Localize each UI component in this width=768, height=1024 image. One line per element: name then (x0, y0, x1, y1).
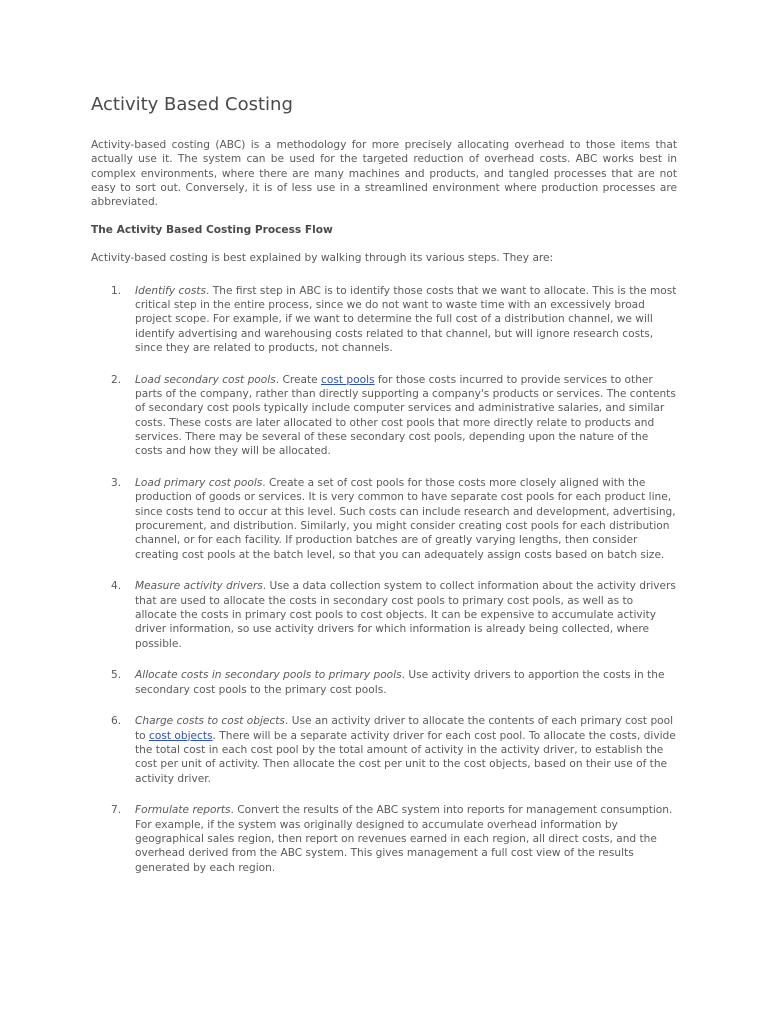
steps-list (91, 284, 677, 875)
step-number: 5. (111, 669, 122, 682)
step-term: Charge costs to cost objects (135, 715, 285, 728)
step-term: Load secondary cost pools (135, 373, 276, 386)
step-item-3 (91, 476, 677, 562)
lead-paragraph: Activity-based costing is best explained by walking through its various steps. They are: (91, 252, 554, 265)
step-number: 7. (111, 804, 122, 817)
step-number: 6. (111, 715, 122, 728)
step-item-7 (91, 803, 677, 874)
document-page (91, 94, 677, 892)
step-number: 3. (111, 477, 122, 490)
page-title: Activity Based Costing (91, 94, 293, 115)
step-item-1 (91, 284, 677, 355)
step-text-before-link: . Use an activity driver to allocate the contents of each primary cost pool to (135, 715, 674, 742)
step-item-6 (91, 714, 677, 785)
cost-objects-link[interactable]: cost objects (149, 729, 213, 742)
step-number: 4. (111, 580, 122, 593)
step-number: 2. (111, 373, 122, 386)
step-item-2 (91, 373, 677, 459)
step-text: . Use activity drivers to apportion the costs in the secondary cost pools to the primary cost pools. (135, 669, 665, 696)
step-text: . Create a set of cost pools for those costs more closely aligned with the production of goods or services. It is very common to have separate cost pools for each product line, since costs tend to occur at this level. Such costs can include research and development, advertising, procurement, and distribution. Similarly, you might consider creating cost pools for each distribution channel, or for each facility. If production batches are of greatly varying lengths, then consider creating cost pools at the batch level, so that you can adequately assign costs based on batch size. (135, 477, 676, 561)
step-text: . Use a data collection system to collect information about the activity drivers that are used to allocate the costs in secondary cost pools to primary cost pools, as well as to allocate the costs in primary cost pools to cost objects. It can be expensive to accumulate activity driver information, so use activity drivers for which information is already being collected, where possible. (135, 580, 676, 650)
step-term: Measure activity drivers (135, 580, 263, 593)
step-text: . Convert the results of the ABC system into reports for management consumption. For example, if the system was originally designed to accumulate overhead information by geographical sales region, then report on revenues earned in each region, all direct costs, and the overhead derived from the ABC system. This gives management a full cost view of the results generated by each region. (135, 804, 673, 874)
step-item-4 (91, 579, 677, 650)
step-item-5 (91, 668, 677, 697)
step-term: Load primary cost pools (135, 477, 263, 490)
step-text-after-link: . There will be a separate activity driver for each cost pool. To allocate the costs, divide the total cost in each cost pool by the total amount of activity in the activity driver, to establish the cost per unit of activity. Then allocate the cost per unit to the cost objects, based on their use of the activity driver. (135, 729, 676, 785)
cost-pools-link[interactable]: cost pools (321, 373, 375, 386)
step-term: Formulate reports (135, 804, 231, 817)
step-term: Identify costs (135, 284, 207, 297)
section-heading: The Activity Based Costing Process Flow (91, 224, 333, 237)
step-text-before-link: . Create (275, 373, 322, 386)
intro-paragraph: Activity-based costing (ABC) is a methodology for more precisely allocating overhead to those items that actually use it. The system can be used for the targeted reduction of overhead costs. ABC works best in complex environments, where there are many machines and products, and tangled processes that are not easy to sort out. Conversely, it is of less use in a streamlined environment where production processes are abbreviated. (91, 139, 677, 209)
step-text-after-link: for those costs incurred to provide services to other parts of the company, rather than directly supporting a company's products or services. The contents of secondary cost pools typically include computer services and administrative salaries, and similar costs. These costs are later allocated to other cost pools that more directly relate to products and services. There may be several of these secondary cost pools, depending upon the nature of the costs and how they will be allocated. (135, 373, 676, 458)
step-number: 1. (111, 284, 122, 297)
step-text: . The first step in ABC is to identify those costs that we want to allocate. This is the most critical step in the entire process, since we do not want to waste time with an excessively broad project scope. For example, if we want to determine the full cost of a distribution channel, we will identify advertising and warehousing costs related to that channel, but will ignore research costs, since they are related to products, not channels. (135, 284, 677, 354)
step-term: Allocate costs in secondary pools to primary pools (135, 669, 402, 682)
